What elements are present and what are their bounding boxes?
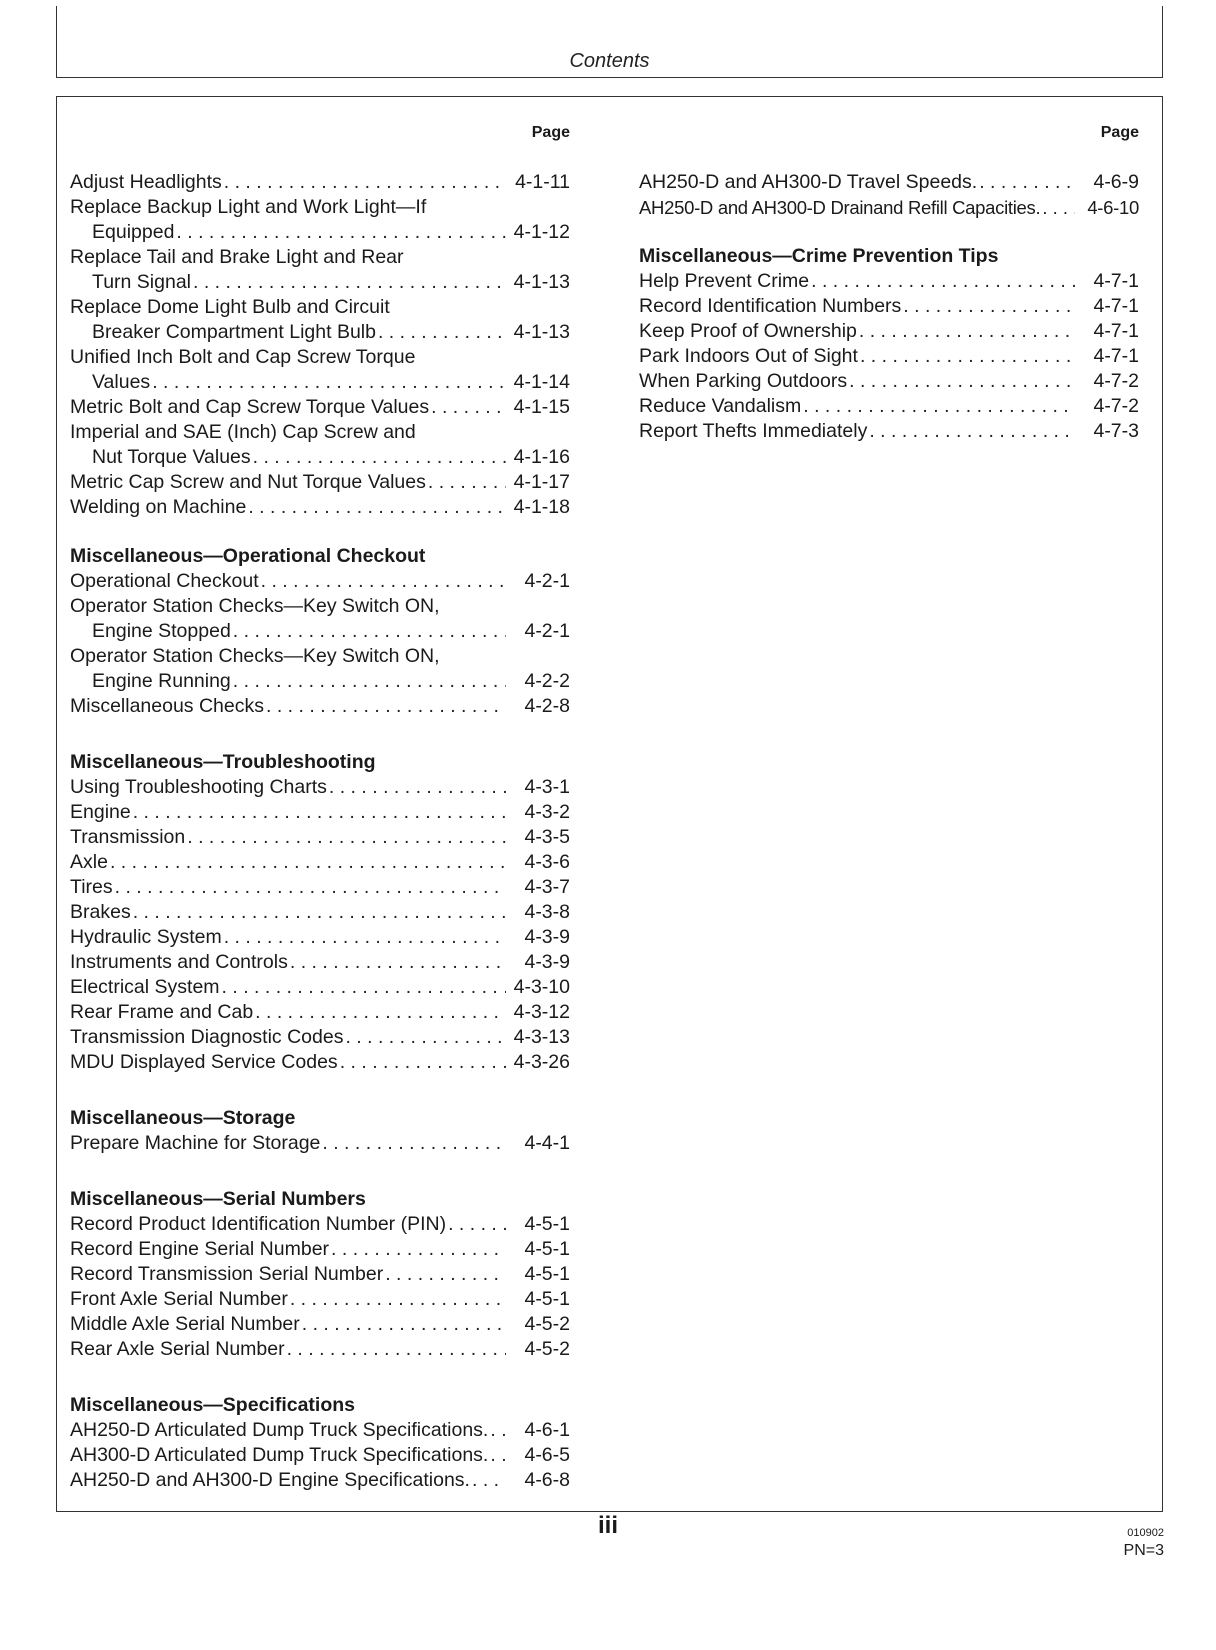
dot-leader xyxy=(287,1337,506,1362)
toc-entry-text: AH250-D and AH300-D Drainand Refill Capacities. xyxy=(639,197,1041,218)
toc-page-ref: 4-3-10 xyxy=(513,976,570,998)
toc-page-ref: 4-3-13 xyxy=(513,1026,570,1048)
toc-entry[interactable] xyxy=(70,1468,570,1493)
right-column xyxy=(639,122,1139,444)
toc-page-ref: 4-6-5 xyxy=(524,1444,570,1466)
toc-entry-text: Transmission xyxy=(70,826,186,848)
toc-entry-text: Imperial and SAE (Inch) Cap Screw and xyxy=(70,421,416,443)
toc-entry-text: Operational Checkout xyxy=(70,570,259,592)
toc-entry-text: Metric Cap Screw and Nut Torque Values xyxy=(70,471,426,493)
toc-entry[interactable] xyxy=(70,800,570,825)
toc-entry-text: Keep Proof of Ownership xyxy=(639,320,857,342)
dot-leader xyxy=(849,369,1075,394)
toc-entry[interactable] xyxy=(70,825,570,850)
dot-leader xyxy=(428,470,506,495)
dot-leader xyxy=(152,370,506,395)
toc-entry-text: When Parking Outdoors xyxy=(639,370,848,392)
toc-entry[interactable] xyxy=(639,369,1139,394)
section-heading: Miscellaneous—Specifications xyxy=(70,1394,356,1416)
section-heading: Miscellaneous—Troubleshooting xyxy=(70,751,376,773)
toc-entry-text: Record Identification Numbers xyxy=(639,295,902,317)
toc-page-ref: 4-5-1 xyxy=(524,1263,570,1285)
dot-leader xyxy=(222,975,506,1000)
dot-leader xyxy=(340,1050,506,1075)
toc-page-ref: 4-2-8 xyxy=(524,695,570,717)
toc-entry-text: Electrical System xyxy=(70,976,220,998)
toc-entry-text: AH250-D and AH300-D Engine Specifications. xyxy=(70,1469,470,1491)
toc-entry-text: Operator Station Checks—Key Switch ON, xyxy=(70,645,440,667)
toc-entry[interactable] xyxy=(70,195,570,245)
toc-entry-text: Welding on Machine xyxy=(70,496,247,518)
toc-page-ref: 4-7-1 xyxy=(1093,270,1139,292)
document-code: 010902 xyxy=(1127,1527,1164,1539)
toc-entry[interactable] xyxy=(70,1418,570,1443)
dot-leader xyxy=(345,1025,506,1050)
toc-page-ref: 4-3-9 xyxy=(524,951,570,973)
toc-entry[interactable] xyxy=(639,170,1139,195)
toc-page-ref: 4-1-16 xyxy=(513,446,570,468)
toc-entry-text: Unified Inch Bolt and Cap Screw Torque xyxy=(70,346,416,368)
dot-leader xyxy=(115,875,506,900)
toc-page-ref: 4-3-5 xyxy=(524,826,570,848)
page-number: iii xyxy=(597,1512,618,1539)
toc-entry[interactable] xyxy=(639,344,1139,369)
toc-entry-text: Turn Signal xyxy=(92,271,191,293)
toc-entry[interactable] xyxy=(639,319,1139,344)
toc-entry[interactable] xyxy=(639,294,1139,319)
toc-page-ref: 4-5-1 xyxy=(524,1288,570,1310)
dot-leader xyxy=(248,495,506,520)
toc-entry[interactable] xyxy=(70,1000,570,1025)
toc-entry[interactable] xyxy=(639,195,1139,220)
toc-page-ref: 4-3-7 xyxy=(524,876,570,898)
toc-entry-text: AH300-D Articulated Dump Truck Specifications. xyxy=(70,1444,489,1466)
dot-leader xyxy=(472,1468,506,1493)
toc-entry-text: Rear Frame and Cab xyxy=(70,1001,254,1023)
toc-page-ref: 4-6-10 xyxy=(1087,197,1139,218)
toc-entry-text: Engine Running xyxy=(92,670,231,692)
dot-leader xyxy=(176,220,506,245)
dot-leader xyxy=(811,269,1075,294)
toc-page-ref: 4-3-2 xyxy=(524,801,570,823)
toc-entry[interactable] xyxy=(70,875,570,900)
toc-entry-text: Replace Tail and Brake Light and Rear xyxy=(70,246,404,268)
toc-entry-text: Engine xyxy=(70,801,131,823)
toc-entry[interactable] xyxy=(70,1131,570,1156)
dot-leader xyxy=(253,445,506,470)
toc-entry-text: Operator Station Checks—Key Switch ON, xyxy=(70,595,440,617)
dot-leader xyxy=(255,1000,506,1025)
toc-entry-text: Equipped xyxy=(92,221,175,243)
lighting-entries xyxy=(70,170,570,520)
toc-entry-text: Brakes xyxy=(70,901,131,923)
toc-entry[interactable] xyxy=(70,644,570,694)
toc-entry[interactable] xyxy=(70,170,570,195)
toc-page-ref: 4-6-9 xyxy=(1093,171,1139,193)
toc-page-ref: 4-7-2 xyxy=(1093,370,1139,392)
toc-entry-text: Middle Axle Serial Number xyxy=(70,1313,300,1335)
dot-leader xyxy=(490,1443,506,1468)
dot-leader xyxy=(329,775,506,800)
toc-page-ref: 4-7-1 xyxy=(1093,320,1139,342)
dot-leader xyxy=(322,1131,506,1156)
toc-page-ref: 4-3-8 xyxy=(524,901,570,923)
left-sections xyxy=(70,544,570,1493)
toc-entry-text: Park Indoors Out of Sight xyxy=(639,345,858,367)
toc-entry[interactable] xyxy=(70,925,570,950)
toc-entry-text: Metric Bolt and Cap Screw Torque Values xyxy=(70,396,430,418)
toc-entry-text: Tires xyxy=(70,876,113,898)
section-heading: Miscellaneous—Operational Checkout xyxy=(70,545,426,567)
toc-page-ref: 4-1-11 xyxy=(515,171,570,193)
toc-page-ref: 4-1-14 xyxy=(513,371,570,393)
toc-page-ref: 4-2-2 xyxy=(524,670,570,692)
dot-leader xyxy=(233,619,506,644)
dot-leader xyxy=(490,1418,506,1443)
toc-entry-text: Front Axle Serial Number xyxy=(70,1288,288,1310)
toc-entry[interactable] xyxy=(70,1443,570,1468)
dot-leader xyxy=(859,319,1075,344)
toc-page-ref: 4-7-3 xyxy=(1093,420,1139,442)
section-heading: Miscellaneous—Serial Numbers xyxy=(70,1188,366,1210)
dot-leader xyxy=(903,294,1075,319)
dot-leader xyxy=(261,569,506,594)
dot-leader xyxy=(133,900,506,925)
toc-page-ref: 4-7-2 xyxy=(1093,395,1139,417)
toc-page-ref: 4-1-13 xyxy=(513,271,570,293)
toc-page-ref: 4-7-1 xyxy=(1093,345,1139,367)
section-heading: Miscellaneous—Storage xyxy=(70,1107,296,1129)
page-column-label: Page xyxy=(1100,124,1139,141)
toc-entry[interactable] xyxy=(70,345,570,395)
toc-page-ref: 4-4-1 xyxy=(524,1132,570,1154)
toc-entry-text: Hydraulic System xyxy=(70,926,222,948)
toc-entry[interactable] xyxy=(70,1237,570,1262)
toc-entry-text: Miscellaneous Checks xyxy=(70,695,265,717)
dot-leader xyxy=(431,395,506,420)
toc-entry[interactable] xyxy=(70,1287,570,1312)
dot-leader xyxy=(193,270,506,295)
toc-page-ref: 4-1-12 xyxy=(513,221,570,243)
toc-entry[interactable] xyxy=(70,569,570,594)
toc-page-ref: 4-6-8 xyxy=(524,1469,570,1491)
toc-entry-text: Using Troubleshooting Charts xyxy=(70,776,327,798)
toc-entry-text: Breaker Compartment Light Bulb xyxy=(92,321,376,343)
dot-leader xyxy=(448,1212,506,1237)
toc-entry[interactable] xyxy=(70,1262,570,1287)
toc-entry[interactable] xyxy=(70,694,570,719)
dot-leader xyxy=(331,1237,506,1262)
toc-entry[interactable] xyxy=(70,900,570,925)
toc-entry-text: Engine Stopped xyxy=(92,620,231,642)
toc-page-ref: 4-3-6 xyxy=(524,851,570,873)
toc-entry-text: Nut Torque Values xyxy=(92,446,251,468)
toc-entry-text: Record Product Identification Number (PIN) xyxy=(70,1213,447,1235)
toc-page-ref: 4-1-17 xyxy=(513,471,570,493)
toc-page-ref: 4-1-15 xyxy=(513,396,570,418)
toc-page-ref: 4-2-1 xyxy=(524,620,570,642)
dot-leader xyxy=(803,394,1075,419)
pn-label: PN=3 xyxy=(1123,1542,1164,1559)
toc-page-ref: 4-5-1 xyxy=(524,1213,570,1235)
dot-leader xyxy=(1042,195,1075,220)
toc-entry[interactable] xyxy=(70,1312,570,1337)
toc-entry[interactable] xyxy=(70,420,570,470)
toc-page-ref: 4-1-18 xyxy=(513,496,570,518)
toc-entry[interactable] xyxy=(70,245,570,295)
toc-entry-text: Reduce Vandalism xyxy=(639,395,802,417)
dot-leader xyxy=(290,950,506,975)
dot-leader xyxy=(302,1312,506,1337)
toc-entry-text: Help Prevent Crime xyxy=(639,270,810,292)
toc-entry[interactable] xyxy=(639,394,1139,419)
toc-entry-text: Replace Backup Light and Work Light—If xyxy=(70,196,427,218)
toc-entry-text: AH250-D Articulated Dump Truck Specifications. xyxy=(70,1419,489,1441)
toc-page-ref: 4-2-1 xyxy=(524,570,570,592)
toc-entry[interactable] xyxy=(639,419,1139,444)
toc-entry-text: Transmission Diagnostic Codes xyxy=(70,1026,344,1048)
toc-entry[interactable] xyxy=(70,470,570,495)
toc-entry-text: Prepare Machine for Storage xyxy=(70,1132,321,1154)
toc-entry-text: Record Transmission Serial Number xyxy=(70,1263,384,1285)
toc-page-ref: 4-5-2 xyxy=(524,1338,570,1360)
toc-entry-text: Axle xyxy=(70,851,108,873)
toc-entry[interactable] xyxy=(70,775,570,800)
toc-entry[interactable] xyxy=(70,975,570,1000)
toc-page-ref: 4-6-1 xyxy=(524,1419,570,1441)
toc-page-ref: 4-3-26 xyxy=(513,1051,570,1073)
dot-leader xyxy=(385,1262,506,1287)
dot-leader xyxy=(860,344,1075,369)
toc-page-ref: 4-1-13 xyxy=(513,321,570,343)
toc-entry[interactable] xyxy=(70,495,570,520)
header-frame xyxy=(56,6,1163,78)
left-column xyxy=(70,122,570,1493)
toc-entry[interactable] xyxy=(70,850,570,875)
dot-leader xyxy=(979,170,1075,195)
toc-entry-text: Replace Dome Light Bulb and Circuit xyxy=(70,296,390,318)
toc-entry-text: Rear Axle Serial Number xyxy=(70,1338,285,1360)
toc-page-ref: 4-5-1 xyxy=(524,1238,570,1260)
toc-entry-text: Record Engine Serial Number xyxy=(70,1238,330,1260)
toc-entry[interactable] xyxy=(70,395,570,420)
toc-entry-text: AH250-D and AH300-D Travel Speeds. xyxy=(639,171,978,193)
toc-entry[interactable] xyxy=(70,594,570,644)
toc-page-ref: 4-7-1 xyxy=(1093,295,1139,317)
toc-entry-text: Adjust Headlights xyxy=(70,171,222,193)
toc-page-ref: 4-3-9 xyxy=(524,926,570,948)
toc-entry[interactable] xyxy=(70,950,570,975)
dot-leader xyxy=(869,419,1075,444)
toc-page-ref: 4-5-2 xyxy=(524,1313,570,1335)
dot-leader xyxy=(266,694,506,719)
toc-entry[interactable] xyxy=(70,295,570,345)
page-title: Contents xyxy=(569,50,650,72)
dot-leader xyxy=(110,850,506,875)
page-column-label: Page xyxy=(531,124,570,141)
dot-leader xyxy=(233,669,506,694)
toc-entry[interactable] xyxy=(70,1050,570,1075)
dot-leader xyxy=(133,800,506,825)
section-heading: Miscellaneous—Crime Prevention Tips xyxy=(639,245,999,267)
right-top-entries xyxy=(639,170,1139,220)
toc-entry-text: Instruments and Controls xyxy=(70,951,288,973)
right-sections xyxy=(639,244,1139,444)
toc-entry[interactable] xyxy=(70,1337,570,1362)
toc-entry[interactable] xyxy=(70,1212,570,1237)
toc-entry-text: Report Thefts Immediately xyxy=(639,420,868,442)
dot-leader xyxy=(187,825,506,850)
dot-leader xyxy=(224,925,506,950)
toc-entry-text: MDU Displayed Service Codes xyxy=(70,1051,338,1073)
toc-page-ref: 4-3-12 xyxy=(513,1001,570,1023)
dot-leader xyxy=(224,170,506,195)
toc-entry-text: Values xyxy=(92,371,151,393)
dot-leader xyxy=(378,320,506,345)
dot-leader xyxy=(290,1287,506,1312)
toc-page-ref: 4-3-1 xyxy=(524,776,570,798)
toc-entry[interactable] xyxy=(639,269,1139,294)
toc-entry[interactable] xyxy=(70,1025,570,1050)
